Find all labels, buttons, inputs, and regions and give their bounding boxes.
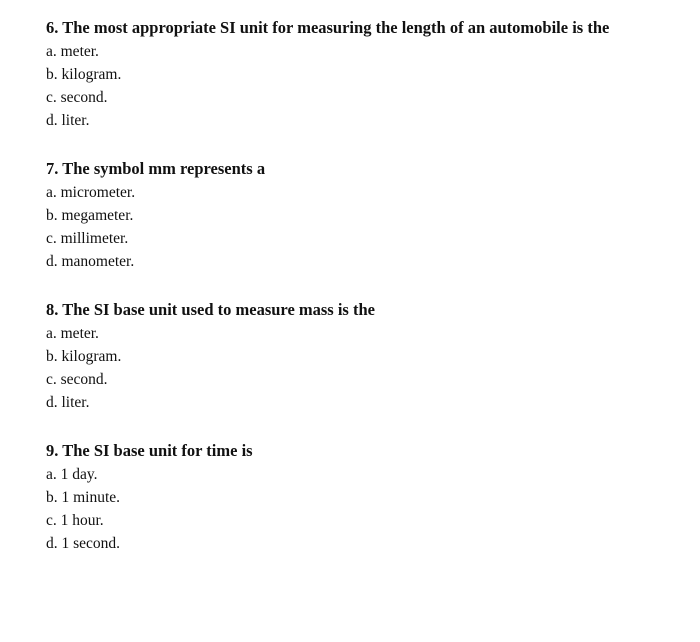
option-a: a. meter.: [46, 325, 99, 342]
option-b: b. megameter.: [46, 207, 134, 224]
question-8: [46, 298, 686, 414]
option-b: b. 1 minute.: [46, 489, 121, 506]
option-c: c. second.: [46, 89, 108, 106]
answer-options: [46, 322, 686, 414]
question-text: 8. The SI base unit used to measure mass is the: [46, 300, 375, 319]
answer-options: [46, 40, 686, 132]
option-b: b. kilogram.: [46, 348, 122, 365]
question-6: [46, 16, 686, 132]
question-7: [46, 157, 686, 273]
option-d: d. 1 second.: [46, 535, 121, 552]
answer-options: [46, 463, 686, 555]
option-d: d. liter.: [46, 394, 90, 411]
option-c: c. millimeter.: [46, 230, 129, 247]
question-text: 9. The SI base unit for time is: [46, 441, 253, 460]
option-d: d. manometer.: [46, 253, 135, 270]
option-a: a. micrometer.: [46, 184, 136, 201]
question-text: 7. The symbol mm represents a: [46, 159, 266, 178]
question-text: 6. The most appropriate SI unit for measuring the length of an automobile is the: [46, 18, 610, 37]
option-c: c. 1 hour.: [46, 512, 104, 529]
answer-options: [46, 181, 686, 273]
question-9: [46, 439, 686, 555]
option-a: a. 1 day.: [46, 466, 98, 483]
option-c: c. second.: [46, 371, 108, 388]
option-d: d. liter.: [46, 112, 90, 129]
option-a: a. meter.: [46, 43, 99, 60]
option-b: b. kilogram.: [46, 66, 122, 83]
question-list: [46, 16, 686, 580]
